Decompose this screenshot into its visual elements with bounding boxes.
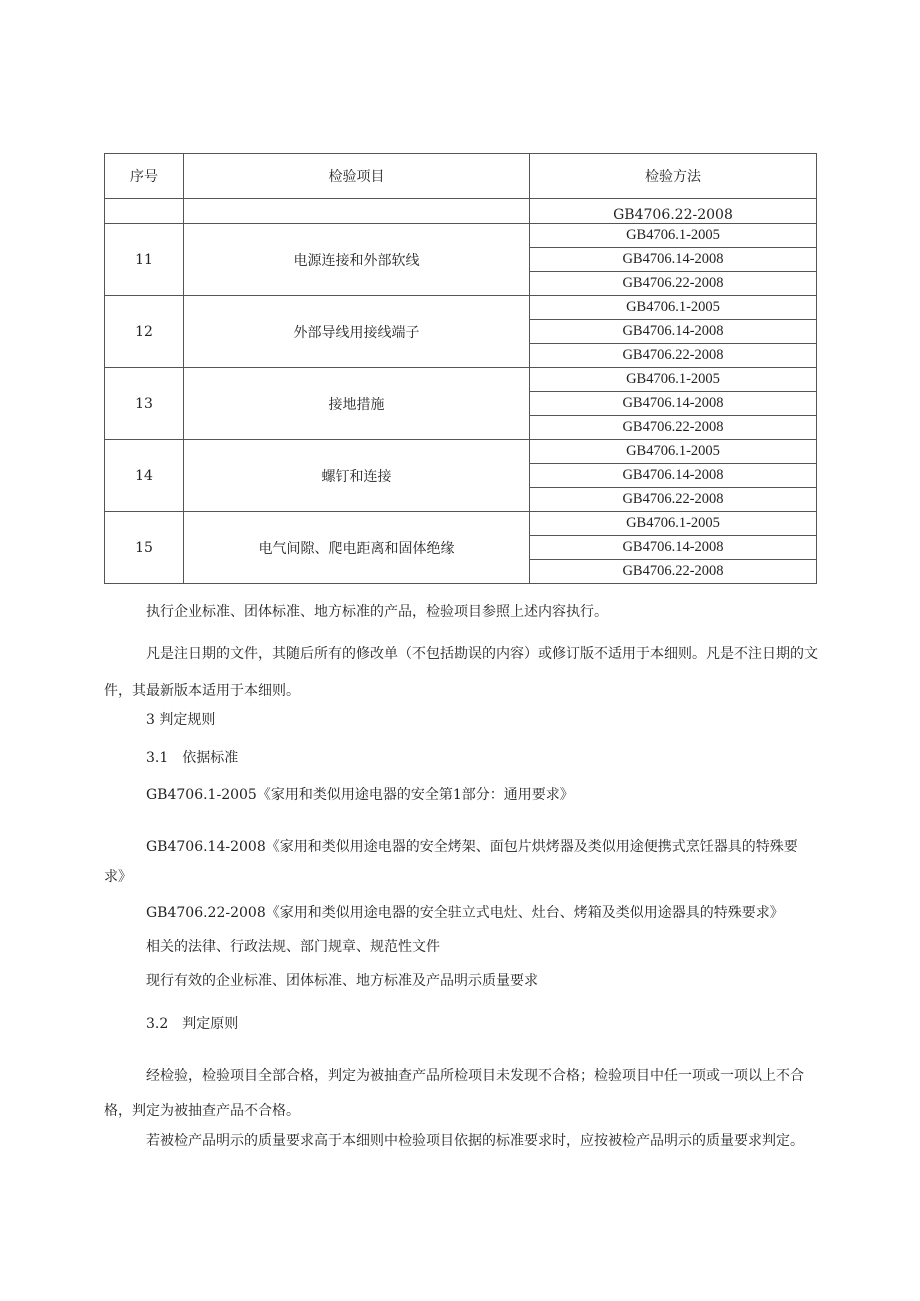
- row-serial-no: 14: [105, 440, 184, 512]
- row-serial-no: 15: [105, 512, 184, 584]
- table-row: [105, 368, 817, 392]
- method-cell: GB4706.22-2008: [530, 560, 817, 584]
- table-row-continued: [105, 199, 817, 224]
- table-row: [105, 440, 817, 464]
- row-inspection-item: 接地措施: [184, 368, 530, 440]
- standard-ref-4: 相关的法律、行政法规、部门规章、规范性文件: [146, 939, 440, 955]
- method-cell: GB4706.14-2008: [530, 464, 817, 488]
- inspection-table: [104, 153, 817, 584]
- row-inspection-item: 外部导线用接线端子: [184, 296, 530, 368]
- method-cell: GB4706.1-2005: [530, 368, 817, 392]
- method-cell: GB4706.14-2008: [530, 392, 817, 416]
- method-cell: GB4706.22-2008: [530, 199, 817, 224]
- row-serial-no: 13: [105, 368, 184, 440]
- row-serial-no: 12: [105, 296, 184, 368]
- header-inspection-method: 检验方法: [530, 154, 817, 199]
- method-cell: GB4706.14-2008: [530, 248, 817, 272]
- table-header-row: [105, 154, 817, 199]
- method-cell: GB4706.1-2005: [530, 440, 817, 464]
- table-row: [105, 224, 817, 248]
- method-cell: GB4706.22-2008: [530, 272, 817, 296]
- method-cell: GB4706.22-2008: [530, 344, 817, 368]
- empty-cell: [105, 199, 184, 224]
- method-cell: GB4706.1-2005: [530, 512, 817, 536]
- method-cell: GB4706.1-2005: [530, 296, 817, 320]
- header-serial-no: 序号: [105, 154, 184, 199]
- standard-ref-5: 现行有效的企业标准、团体标准、地方标准及产品明示质量要求: [146, 973, 538, 989]
- paragraph-dated-docs: 凡是注日期的文件，其随后所有的修改单（不包括勘误的内容）或修订版不适用于本细则。凡是不注日期的文件，其最新版本适用于本细则。: [104, 646, 818, 699]
- paragraph-judgment: 经检验，检验项目全部合格，判定为被抽查产品所检项目未发现不合格；检验项目中任一项或一项以上不合格，判定为被抽查产品不合格。: [104, 1068, 804, 1119]
- method-cell: GB4706.14-2008: [530, 320, 817, 344]
- section-heading-3-1: 3.1 依据标准: [146, 750, 239, 766]
- method-cell: GB4706.14-2008: [530, 536, 817, 560]
- row-inspection-item: 电源连接和外部软线: [184, 224, 530, 296]
- table-row: [105, 512, 817, 536]
- paragraph-standards-note: 执行企业标准、团体标准、地方标准的产品，检验项目参照上述内容执行。: [146, 604, 608, 620]
- row-inspection-item: 螺钉和连接: [184, 440, 530, 512]
- section-heading-3: 3 判定规则: [146, 712, 216, 728]
- section-heading-3-2: 3.2 判定原则: [146, 1016, 239, 1032]
- method-cell: GB4706.22-2008: [530, 488, 817, 512]
- standard-ref-1: GB4706.1-2005《家用和类似用途电器的安全第1部分：通用要求》: [146, 787, 574, 803]
- paragraph-declared-quality: 若被检产品明示的质量要求高于本细则中检验项目依据的标准要求时，应按被检产品明示的质量要求判定。: [146, 1133, 804, 1149]
- table-row: [105, 296, 817, 320]
- row-inspection-item: 电气间隙、爬电距离和固体绝缘: [184, 512, 530, 584]
- row-serial-no: 11: [105, 224, 184, 296]
- header-inspection-item: 检验项目: [184, 154, 530, 199]
- standard-ref-2: GB4706.14-2008《家用和类似用途电器的安全烤架、面包片烘烤器及类似用途便携式烹饪器具的特殊要求》: [104, 839, 798, 885]
- method-cell: GB4706.1-2005: [530, 224, 817, 248]
- empty-cell: [184, 199, 530, 224]
- standard-ref-3: GB4706.22-2008《家用和类似用途电器的安全驻立式电灶、灶台、烤箱及类似用途器具的特殊要求》: [146, 905, 784, 921]
- method-cell: GB4706.22-2008: [530, 416, 817, 440]
